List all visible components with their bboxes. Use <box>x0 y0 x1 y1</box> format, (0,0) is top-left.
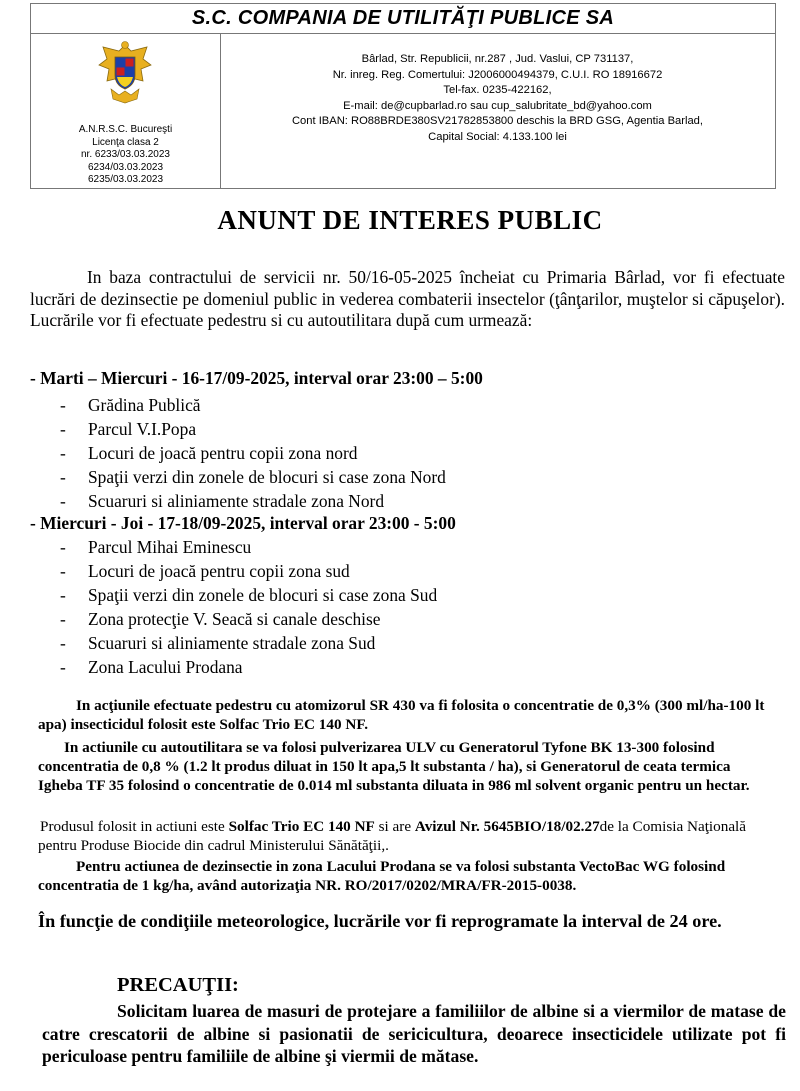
list-item: - Scuaruri si aliniamente stradale zona Sud <box>60 633 376 653</box>
weather-notice: În funcţie de condiţiile meteorologice, lucrările vor fi reprogramate la interval de 24 ore. <box>38 911 722 931</box>
license-cell <box>31 33 221 188</box>
license-line: A.N.R.S.C. Bucureşti <box>78 124 173 135</box>
list-item: - Grădina Publică <box>60 395 201 415</box>
registration-line: Nr. inreg. Reg. Comertului: J2006000494379, C.U.I. RO 18916672 <box>332 68 663 81</box>
list-item: - Locuri de joacă pentru copii zona sud <box>60 561 350 581</box>
capital-line: Capital Social: 4.133.100 lei <box>428 130 567 143</box>
company-name: S.C. COMPANIA DE UTILITĂŢI PUBLICE SA <box>31 4 775 34</box>
lake-paragraph: Pentru actiunea de dezinsectie in zona Lacului Prodana se va folosi substanta VectoBac WG folosind concentratia de 1 kg/ha, având autorizaţia NR. RO/2017/0202/MRA/FR-2015-0038. <box>38 858 726 894</box>
ulv-paragraph: In actiunile cu autoutilitara se va folosi pulverizarea ULV cu Generatorul Tyfone BK 13-300 folosind concentratia de 0,8 % (1.2 lt produs diluat in 150 lt apa,5 lt substanta / ha), si Generatorul de ceata termica Igheba TF 35 folosind o concentratie de 0.014 ml substanta diluata in 986 ml solvent organic pentru un hectar. <box>38 739 750 794</box>
list-item: - Scuaruri si aliniamente stradale zona Nord <box>60 491 385 511</box>
schedule-list-2 <box>60 535 437 679</box>
intro-paragraph: In baza contractului de servicii nr. 50/16-05-2025 încheiat cu Primaria Bârlad, vor fi efectuate lucrări de dezinsectie pe domeniul public in vederea combaterii insectelor (ţânţarilor, muştelor si căpuşelor). Lucrările vor fi efectuate pedestru si cu autoutilitara după cum urmează: <box>30 267 785 330</box>
email-line: E-mail: de@cupbarlad.ro sau cup_salubritate_bd@yahoo.com <box>343 99 652 112</box>
list-item: - Locuri de joacă pentru copii zona nord <box>60 443 358 463</box>
license-line: 6234/03.03.2023 <box>87 161 164 173</box>
coat-of-arms-icon <box>97 39 153 105</box>
list-item: - Spaţii verzi din zonele de blocuri si case zona Nord <box>60 467 446 487</box>
product-paragraph: Produsul folosit in actiuni este Solfac Trio EC 140 NF si are Avizul Nr. 5645BIO/18/02.27de la Comisia Naţională pentru Produse Biocide din cadrul Ministerului Sănătăţii,. <box>38 818 747 854</box>
page-title: ANUNT DE INTERES PUBLIC <box>217 205 603 235</box>
atomizer-paragraph: In acţiunile efectuate pedestru cu atomizorul SR 430 va fi folosita o concentratie de 0,3% (300 ml/ha-100 lt apa) insecticidul folosit este Solfac Trio EC 140 NF. <box>38 697 765 733</box>
precautions-paragraph: Solicitam luarea de masuri de protejare a familiilor de albine si a viermilor de matase de catre crescatorii de albine si pasionatii de sericicultura, deoarece insecticidele utilizate pot fi periculoase pentru familiile de albine şi viermii de mătase. <box>42 1001 786 1066</box>
license-line: 6235/03.03.2023 <box>87 174 164 185</box>
contact-info <box>220 52 775 145</box>
license-line: nr. 6233/03.03.2023 <box>81 149 170 160</box>
address-line: Bârlad, Str. Republicii, nr.287 , Jud. Vaslui, CP 731137, <box>361 53 634 65</box>
list-item: - Parcul V.I.Popa <box>60 419 197 439</box>
schedule-list-1 <box>60 393 446 513</box>
list-item: - Spaţii verzi din zonele de blocuri si case zona Sud <box>60 585 438 605</box>
phone-line: Tel-fax. 0235-422162, <box>443 84 552 96</box>
contact-cell <box>220 33 775 188</box>
list-item: - Zona protecţie V. Seacă si canale deschise <box>60 609 381 629</box>
letterhead <box>30 3 776 189</box>
schedule-heading-2: - Miercuri - Joi - 17-18/09-2025, interval orar 23:00 - 5:00 <box>30 513 456 533</box>
schedule-heading-1: - Marti – Miercuri - 16-17/09-2025, interval orar 23:00 – 5:00 <box>30 368 483 388</box>
license-info <box>31 124 220 187</box>
license-line: Licenţa clasa 2 <box>92 136 159 148</box>
letterhead-body <box>31 33 775 188</box>
list-item: - Parcul Mihai Eminescu <box>60 537 252 557</box>
iban-line: Cont IBAN: RO88BRDE380SV21782853800 deschis la BRD GSG, Agentia Barlad, <box>291 115 704 127</box>
precautions-title: PRECAUŢII: <box>117 974 239 996</box>
list-item: - Zona Lacului Prodana <box>60 657 243 677</box>
